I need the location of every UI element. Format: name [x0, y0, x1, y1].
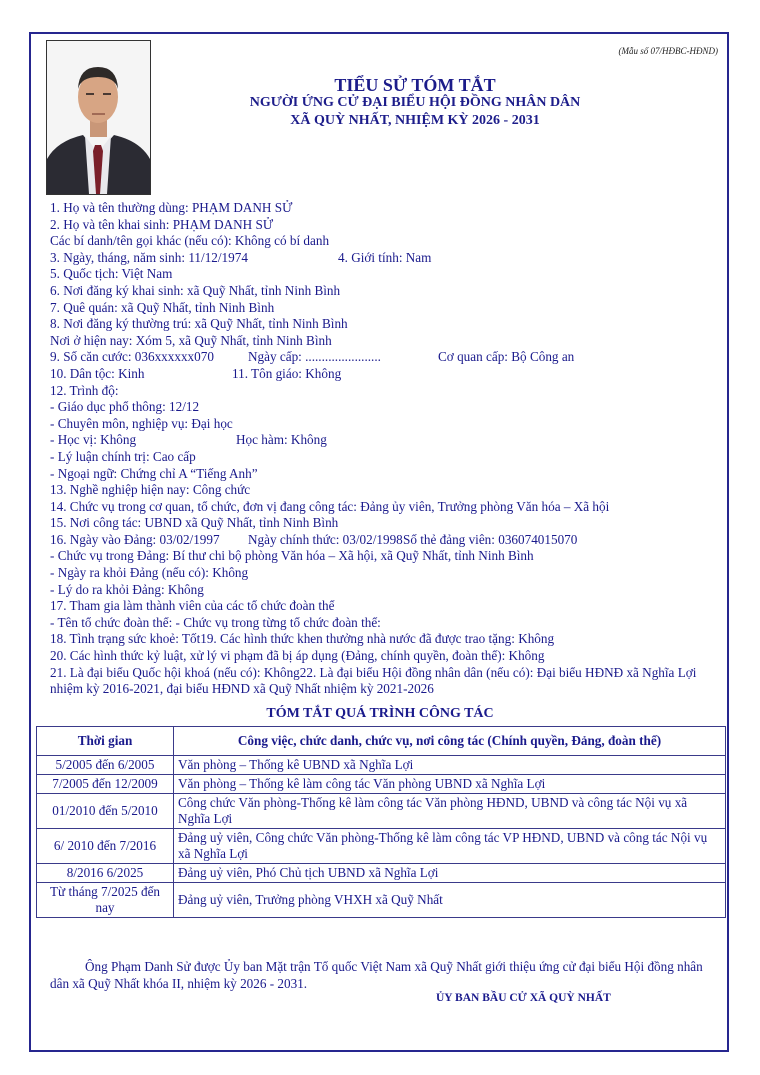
table-header-row	[37, 727, 726, 756]
field-common-name: 1. Họ và tên thường dùng: PHẠM DANH SỬ	[50, 200, 293, 215]
row-description: Văn phòng – Thống kê UBND xã Nghĩa Lợi	[174, 756, 726, 775]
row-description: Văn phòng – Thống kê làm công tác Văn phòng UBND xã Nghĩa Lợi	[174, 775, 726, 794]
field-general-education: - Giáo dục phổ thông: 12/12	[50, 399, 200, 415]
row-time: 5/2005 đến 6/2005	[37, 756, 174, 775]
field-dob-row	[50, 250, 720, 267]
doc-subtitle-1: NGƯỜI ỨNG CỬ ĐẠI BIỂU HỘI ĐỒNG NHÂN DÂN	[249, 95, 581, 110]
row-description: Công chức Văn phòng-Thống kê làm công tác Văn phòng HĐND, UBND và công tác Nội vụ xã Nghĩa Lợi	[174, 794, 726, 829]
field-date-of-birth: 3. Ngày, tháng, năm sinh: 11/12/1974	[50, 249, 248, 265]
field-gender: 4. Giới tính: Nam	[338, 249, 432, 265]
field-workplace: 15. Nơi công tác: UBND xã Quỹ Nhất, tỉnh Ninh Bình	[50, 515, 339, 531]
row-description: Đảng uỷ viên, Công chức Văn phòng-Thống kê làm công tác VP HĐND, UBND và công tác Nội vụ xã Nghĩa Lợi	[174, 829, 726, 864]
doc-subtitle-2: XÃ QUỲ NHẤT, NHIỆM KỲ 2026 - 2031	[290, 113, 540, 128]
row-time: 01/2010 đến 5/2010	[37, 794, 174, 829]
field-delegate-history: 21. Là đại biểu Quốc hội khoá (nếu có): Không22. Là đại biểu Hội đồng nhân dân (nếu có): Đại biểu HĐNĐ xã Nghĩa Lợi nhiệm kỳ 2016-2021, đại biểu HĐND xã Quỹ Nhất nhiệm kỳ 2021-2026	[50, 664, 697, 697]
row-description: Đảng uỷ viên, Trưởng phòng VHXH xã Quỹ Nhất	[174, 883, 726, 918]
table-row	[37, 794, 726, 829]
field-academic-title: Học hàm: Không	[236, 432, 327, 448]
field-current-residence: Nơi ở hiện nay: Xóm 5, xã Quỹ Nhất, tỉnh Ninh Bình	[50, 332, 332, 348]
field-id-row	[50, 349, 720, 366]
row-time: 8/2016 6/2025	[37, 864, 174, 883]
field-party-position: - Chức vụ trong Đảng: Bí thư chi bộ phòng Văn hóa – Xã hội, xã Quỹ Nhất, tỉnh Ninh Bình	[50, 548, 534, 564]
field-issuing-authority: Cơ quan cấp: Bộ Công an	[438, 349, 575, 365]
field-birth-registration: 6. Nơi đăng ký khai sinh: xã Quỹ Nhất, tỉnh Ninh Bình	[50, 282, 341, 298]
field-hometown: 7. Quê quán: xã Quỹ Nhất, tỉnh Ninh Bình	[50, 299, 275, 315]
field-party-exit-date: - Ngày ra khỏi Đảng (nếu có): Không	[50, 565, 249, 581]
portrait-photo	[46, 40, 151, 195]
field-political-theory: - Lý luận chính trị: Cao cấp	[50, 448, 196, 464]
table-row	[37, 775, 726, 794]
row-time: 7/2005 đến 12/2009	[37, 775, 174, 794]
table-row	[37, 829, 726, 864]
work-history-title: TÓM TẮT QUÁ TRÌNH CÔNG TÁC	[266, 706, 494, 721]
column-header-description: Công việc, chức danh, chức vụ, nơi công tác (Chính quyền, Đảng, đoàn thể)	[174, 727, 726, 756]
field-occupation: 13. Nghề nghiệp hiện nay: Công chức	[50, 482, 251, 498]
field-discipline: 20. Các hình thức kỷ luật, xử lý vi phạm đã bị áp dụng (Đảng, chính quyền, đoàn thể): Không	[50, 648, 545, 664]
field-party-row	[50, 532, 720, 549]
row-time: Từ tháng 7/2025 đến nay	[37, 883, 174, 918]
field-organizations: 17. Tham gia làm thành viên của các tổ chức đoàn thể	[50, 598, 335, 614]
field-position: 14. Chức vụ trong cơ quan, tổ chức, đơn vị đang công tác: Đảng ủy viên, Trưởng phòng Văn hóa – Xã hội	[50, 498, 610, 514]
field-degree-row	[50, 432, 720, 449]
work-history-table	[36, 726, 726, 918]
field-organization-roles: - Tên tổ chức đoàn thể: - Chức vụ trong từng tổ chức đoàn thể:	[50, 614, 381, 630]
field-profession: - Chuyên môn, nghiệp vụ: Đại học	[50, 415, 233, 431]
signature-block: ỦY BAN BẦU CỬ XÃ QUỲ NHẤT	[436, 992, 611, 1004]
field-party-exit-reason: - Lý do ra khỏi Đảng: Không	[50, 581, 204, 597]
field-aliases: Các bí danh/tên gọi khác (nếu có): Không có bí danh	[50, 233, 330, 249]
field-issue-date: Ngày cấp: .......................	[248, 349, 381, 365]
table-row	[37, 864, 726, 883]
field-nationality: 5. Quốc tịch: Việt Nam	[50, 266, 173, 282]
field-degree: - Học vị: Không	[50, 432, 137, 448]
closing-paragraph: Ông Phạm Danh Sử được Ủy ban Mặt trận Tổ quốc Việt Nam xã Quỹ Nhất giới thiệu ứng cử đại biểu Hội đồng nhân dân xã Quỹ Nhất khóa II, nhiệm kỳ 2026 - 2031.	[50, 959, 703, 991]
field-qualification: 12. Trình độ:	[50, 382, 119, 398]
field-permanent-residence: 8. Nơi đăng ký thường trú: xã Quỹ Nhất, tỉnh Ninh Bình	[50, 316, 348, 332]
column-header-time: Thời gian	[37, 727, 174, 756]
field-party-card-number: Số thẻ đảng viên: 036074015070	[403, 531, 578, 547]
field-ethnicity-row	[50, 366, 720, 383]
table-row	[37, 756, 726, 775]
row-description: Đảng uỷ viên, Phó Chủ tịch UBND xã Nghĩa Lợi	[174, 864, 726, 883]
form-code: (Mẫu số 07/HĐBC-HĐND)	[618, 46, 718, 56]
field-id-number: 9. Số căn cước: 036xxxxxx070	[50, 349, 214, 365]
field-party-join-date: 16. Ngày vào Đảng: 03/02/1997	[50, 531, 220, 547]
doc-title: TIỂU SỬ TÓM TẮT	[334, 75, 496, 95]
biography-fields	[50, 200, 720, 698]
field-health-awards: 18. Tình trạng sức khoẻ: Tốt19. Các hình thức khen thưởng nhà nước đã được trao tặng: Không	[50, 631, 555, 647]
field-religion: 11. Tôn giáo: Không	[232, 365, 342, 381]
field-party-official-date: Ngày chính thức: 03/02/1998	[248, 531, 403, 547]
table-row	[37, 883, 726, 918]
field-ethnicity: 10. Dân tộc: Kinh	[50, 365, 145, 381]
field-birth-name: 2. Họ và tên khai sinh: PHẠM DANH SỬ	[50, 216, 274, 232]
row-time: 6/ 2010 đến 7/2016	[37, 829, 174, 864]
field-foreign-language: - Ngoại ngữ: Chứng chỉ A “Tiếng Anh”	[50, 465, 258, 481]
